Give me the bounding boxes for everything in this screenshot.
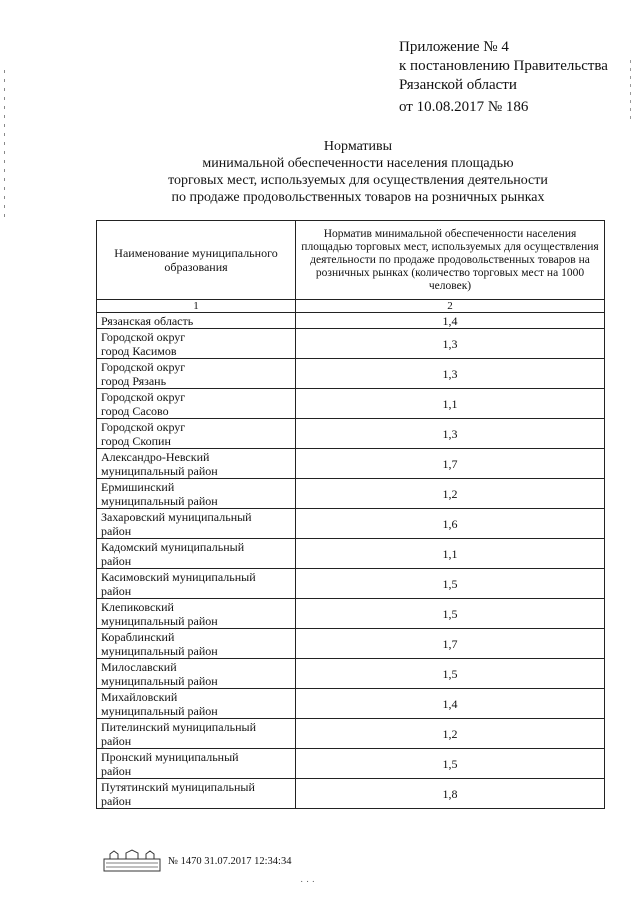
municipality-name-line-2: муниципальный район — [101, 463, 218, 478]
registration-stamp-text: № 1470 31.07.2017 12:34:34 — [168, 855, 292, 867]
norm-value: 1,3 — [296, 329, 605, 359]
municipality-name — [97, 599, 296, 629]
municipality-name-line-2: район — [101, 733, 132, 748]
table-row — [97, 779, 605, 809]
municipality-name-line-1: Путятинский муниципальный — [101, 779, 255, 794]
norm-value: 1,3 — [296, 419, 605, 449]
municipality-name — [97, 749, 296, 779]
norm-value: 1,8 — [296, 779, 605, 809]
norm-value: 1,4 — [296, 689, 605, 719]
municipality-name-line-2: город Касимов — [101, 343, 177, 358]
municipality-name — [97, 539, 296, 569]
norm-value: 1,7 — [296, 449, 605, 479]
municipality-name-line-1: Городской округ — [101, 389, 186, 404]
table-row — [97, 359, 605, 389]
registration-footer — [102, 849, 291, 873]
norm-value: 1,5 — [296, 569, 605, 599]
heading-line-4: по продаже продовольственных товаров на розничных рынках — [171, 190, 545, 205]
municipality-name-line-2: район — [101, 583, 132, 598]
norms-table — [96, 220, 605, 809]
municipality-name-line-2: город Сасово — [101, 403, 169, 418]
municipality-name-line-2: район — [101, 553, 132, 568]
norm-value: 1,2 — [296, 479, 605, 509]
table-row — [97, 719, 605, 749]
municipality-name — [97, 329, 296, 359]
municipality-name-line-2: муниципальный район — [101, 493, 218, 508]
scan-artifact: ˙ ˙ ˙ — [300, 880, 315, 891]
norm-value: 1,6 — [296, 509, 605, 539]
municipality-name-line-1: Милославский — [101, 659, 177, 674]
norm-value: 1,5 — [296, 659, 605, 689]
municipality-name — [97, 359, 296, 389]
table-row — [97, 313, 605, 329]
municipality-name — [97, 569, 296, 599]
municipality-name — [97, 479, 296, 509]
municipality-name-line-2: город Рязань — [101, 373, 167, 388]
table-row — [97, 569, 605, 599]
annex-block — [399, 38, 608, 117]
column-number-row — [97, 300, 605, 313]
annex-resolution: к постановлению Правительства — [399, 58, 608, 74]
table-row — [97, 329, 605, 359]
municipality-name-line-2: муниципальный район — [101, 613, 218, 628]
municipality-name-line-1: Городской округ — [101, 359, 186, 374]
municipality-name — [97, 689, 296, 719]
table-row — [97, 599, 605, 629]
municipality-name-line-1: Захаровский муниципальный — [101, 509, 252, 524]
table-row — [97, 659, 605, 689]
scan-edge-mark — [4, 70, 5, 220]
municipality-name-line-1: Александро-Невский — [101, 449, 210, 464]
col-header-norm: Норматив минимальной обеспеченности населения площадью торговых мест, используемых для осуществления деятельности по продаже продовольственных товаров на розничных рынках (количество торговых мест на 1000 человек) — [296, 221, 605, 300]
table-row — [97, 419, 605, 449]
table-row — [97, 509, 605, 539]
annex-date: от 10.08.2017 № 186 — [399, 99, 529, 115]
municipality-name-line-2: район — [101, 763, 132, 778]
municipality-name-line-1: Пителинский муниципальный — [101, 719, 256, 734]
heading-line-2: минимальной обеспеченности населения площадью — [202, 156, 514, 171]
table-row — [97, 389, 605, 419]
municipality-name — [97, 719, 296, 749]
municipality-name-line-1: Городской округ — [101, 329, 186, 344]
municipality-name-line-1: Рязанская область — [101, 313, 194, 328]
table-row — [97, 749, 605, 779]
municipality-name-line-2: район — [101, 793, 132, 808]
norm-value: 1,5 — [296, 599, 605, 629]
heading-line-3: торговых мест, используемых для осуществления деятельности — [168, 173, 548, 188]
municipality-name-line-1: Ермишинский — [101, 479, 175, 494]
municipality-name-line-1: Пронский муниципальный — [101, 749, 239, 764]
norm-value: 1,7 — [296, 629, 605, 659]
municipality-name-line-2: муниципальный район — [101, 643, 218, 658]
table-row — [97, 629, 605, 659]
table-row — [97, 479, 605, 509]
norm-value: 1,3 — [296, 359, 605, 389]
col-number-1: 1 — [97, 300, 296, 313]
heading-line-1: Нормативы — [323, 139, 393, 154]
norm-value: 1,5 — [296, 749, 605, 779]
municipality-name-line-2: район — [101, 523, 132, 538]
municipality-name-line-2: муниципальный район — [101, 673, 218, 688]
table-body — [97, 313, 605, 809]
municipality-name — [97, 389, 296, 419]
municipality-name — [97, 629, 296, 659]
col-number-2: 2 — [296, 300, 605, 313]
municipality-name-line-2: город Скопин — [101, 433, 171, 448]
table-header-row — [97, 221, 605, 300]
municipality-name-line-1: Михайловский — [101, 689, 178, 704]
col-header-municipality: Наименование муниципального образования — [97, 221, 296, 300]
building-stamp-icon — [102, 849, 162, 873]
table-row — [97, 689, 605, 719]
table-row — [97, 539, 605, 569]
municipality-name-line-1: Касимовский муниципальный — [101, 569, 256, 584]
norm-value: 1,4 — [296, 313, 605, 329]
annex-region: Рязанской области — [399, 77, 517, 93]
municipality-name-line-1: Кадомский муниципальный — [101, 539, 245, 554]
municipality-name — [97, 449, 296, 479]
document-heading — [118, 138, 598, 206]
scan-edge-mark-right — [630, 60, 631, 120]
municipality-name-line-1: Клепиковский — [101, 599, 174, 614]
norm-value: 1,1 — [296, 539, 605, 569]
table-row — [97, 449, 605, 479]
municipality-name — [97, 659, 296, 689]
municipality-name-line-2: муниципальный район — [101, 703, 218, 718]
municipality-name — [97, 313, 296, 329]
norm-value: 1,1 — [296, 389, 605, 419]
municipality-name — [97, 419, 296, 449]
annex-title: Приложение № 4 — [399, 39, 509, 55]
municipality-name — [97, 509, 296, 539]
municipality-name-line-1: Кораблинский — [101, 629, 175, 644]
municipality-name-line-1: Городской округ — [101, 419, 186, 434]
norm-value: 1,2 — [296, 719, 605, 749]
municipality-name — [97, 779, 296, 809]
